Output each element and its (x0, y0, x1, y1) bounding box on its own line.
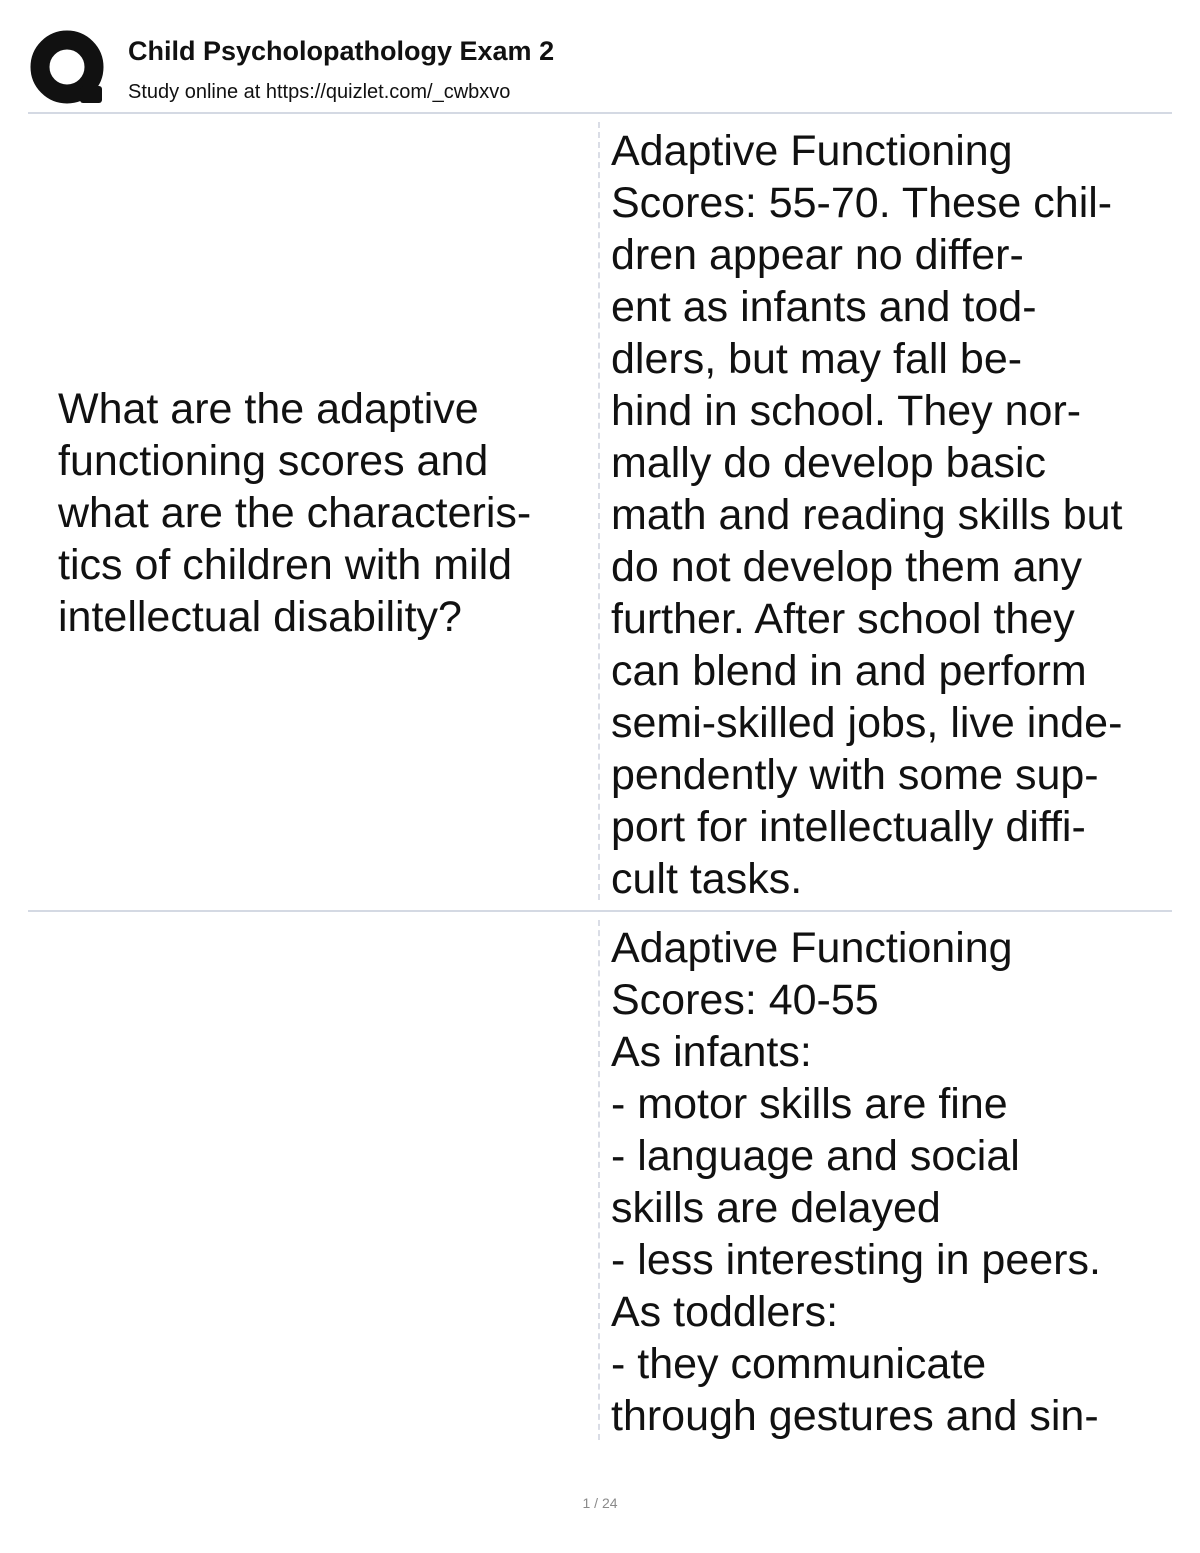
answer-line: cult tasks. (611, 855, 803, 903)
question-line: functioning scores and (58, 437, 489, 485)
answer-line: mally do develop basic (611, 439, 1047, 487)
document-title: Child Psycholopathology Exam 2 (128, 36, 555, 66)
answer-line: through gestures and sin- (611, 1392, 1099, 1440)
card-2-answer (611, 922, 1181, 1442)
answer-line: hind in school. They nor- (611, 387, 1082, 435)
answer-line: further. After school they (611, 595, 1075, 643)
answer-line: port for intellectually diffi- (611, 803, 1086, 851)
answer-line: Scores: 40-55 (611, 976, 879, 1024)
study-online-link[interactable]: Study online at https://quizlet.com/_cwbxvo (128, 81, 511, 103)
quizlet-logo-icon (30, 30, 106, 106)
question-line: tics of children with mild (58, 541, 513, 589)
answer-line: As toddlers: (611, 1288, 839, 1336)
answer-line: As infants: (611, 1028, 812, 1076)
answer-line: can blend in and perform (611, 647, 1087, 695)
answer-line: Adaptive Functioning (611, 924, 1013, 972)
answer-line: - motor skills are fine (611, 1080, 1008, 1128)
answer-line: do not develop them any (611, 543, 1082, 591)
question-line: what are the characteris- (58, 489, 532, 537)
answer-line: - language and social (611, 1132, 1020, 1180)
header-divider (28, 112, 1172, 114)
answer-line: - less interesting in peers. (611, 1236, 1101, 1284)
answer-line: Scores: 55-70. These chil- (611, 179, 1113, 227)
question-line: What are the adaptive (58, 385, 479, 433)
card-1-answer (611, 125, 1181, 905)
answer-line: dren appear no differ- (611, 231, 1024, 279)
answer-line: pendently with some sup- (611, 751, 1099, 799)
answer-line: math and reading skills but (611, 491, 1123, 539)
question-line: intellectual disability? (58, 593, 462, 641)
card-1-question (58, 383, 578, 643)
answer-line: semi-skilled jobs, live inde- (611, 699, 1123, 747)
answer-line: - they communicate (611, 1340, 987, 1388)
answer-line: ent as infants and tod- (611, 283, 1037, 331)
card-2-column-divider (598, 920, 600, 1440)
answer-line: dlers, but may fall be- (611, 335, 1023, 383)
answer-line: skills are delayed (611, 1184, 941, 1232)
page-number: 1 / 24 (582, 1495, 618, 1511)
card-1-column-divider (598, 122, 600, 900)
answer-line: Adaptive Functioning (611, 127, 1013, 175)
card-divider (28, 910, 1172, 912)
